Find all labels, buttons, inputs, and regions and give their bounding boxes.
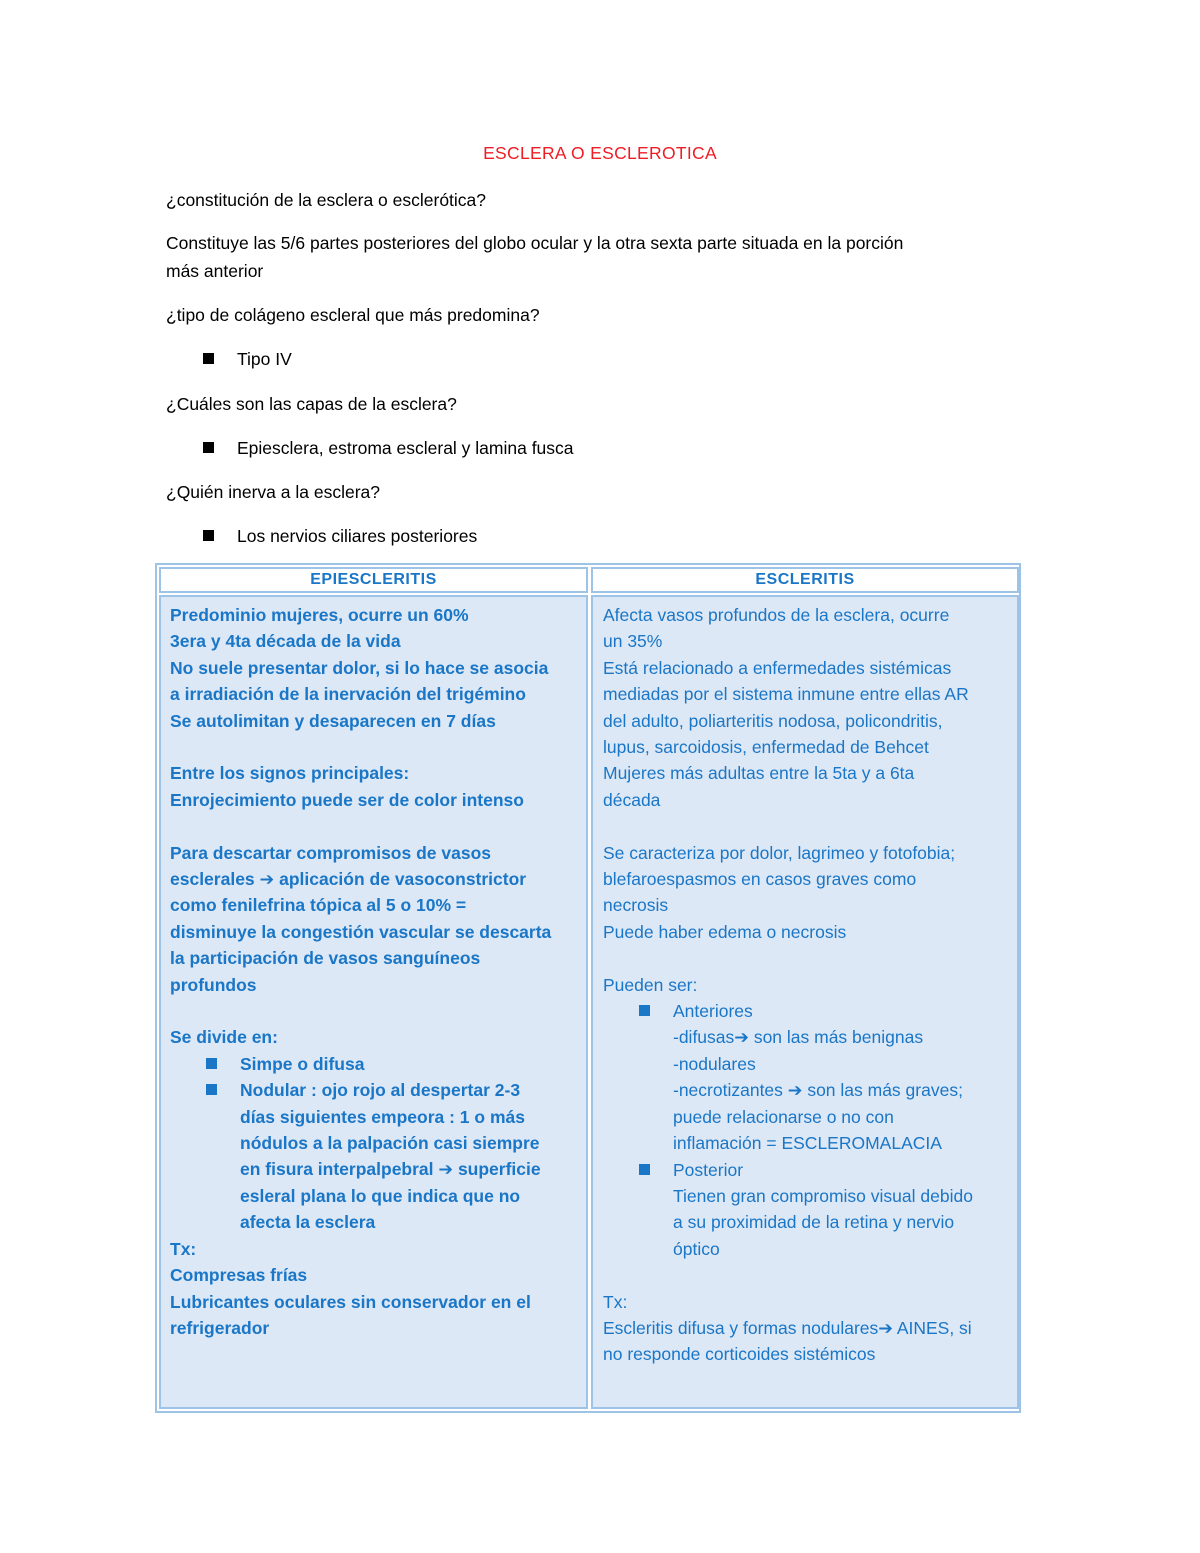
arrow-right-icon: ➔ <box>259 869 275 890</box>
text-fragment: aplicación de vasoconstrictor <box>274 869 527 890</box>
question-innervation: ¿Quién inerva a la esclera? <box>166 482 380 502</box>
text-line: necrosis <box>603 895 669 916</box>
text-line: a su proximidad de la retina y nervio <box>673 1212 955 1233</box>
bullet-item <box>203 434 574 462</box>
text-line: Tienen gran compromiso visual debido <box>673 1185 973 1206</box>
text-line: refrigerador <box>170 1317 270 1338</box>
text-line: puede relacionarse o no con <box>673 1106 894 1127</box>
text-line: Nodular : ojo rojo al despertar 2-3 <box>240 1080 521 1101</box>
text-fragment: -difusas <box>673 1027 735 1048</box>
text-line <box>170 866 578 892</box>
text-line: Lubricantes oculares sin conservador en el <box>170 1291 531 1312</box>
text-line: disminuye la congestión vascular se descarta <box>170 921 552 942</box>
text-line: profundos <box>170 974 257 995</box>
square-bullet-icon <box>206 1058 217 1069</box>
square-bullet-icon <box>203 442 214 453</box>
text-fragment: esclerales <box>170 869 255 890</box>
text-line: óptico <box>673 1238 720 1259</box>
text-line: Se autolimitan y desaparecen en 7 días <box>170 710 496 731</box>
text-line: Pueden ser: <box>603 974 698 995</box>
text-line: nódulos a la palpación casi siempre <box>240 1133 540 1154</box>
text-line: 3era y 4ta década de la vida <box>170 631 401 652</box>
bullet-item <box>203 522 477 550</box>
text-line: días siguientes empeora : 1 o más <box>240 1106 525 1127</box>
text-line: la participación de vasos sanguíneos <box>170 948 481 969</box>
text-line: no responde corticoides sistémicos <box>603 1344 876 1365</box>
text-line: un 35% <box>603 631 663 652</box>
square-bullet-icon <box>639 1005 650 1016</box>
bullet-item <box>170 1051 578 1077</box>
text-line: Se divide en: <box>170 1027 278 1048</box>
answer-layers: Epiesclera, estroma escleral y lamina fusca <box>237 438 574 458</box>
text-line: como fenilefrina tópica al 5 o 10% = <box>170 895 467 916</box>
bullet-item <box>170 1077 578 1235</box>
text-line: blefaroespasmos en casos graves como <box>603 869 917 890</box>
text-line: Tx: <box>603 1291 628 1312</box>
text-line: Tx: <box>170 1238 197 1259</box>
text-line <box>240 1156 541 1182</box>
question-layers: ¿Cuáles son las capas de la esclera? <box>166 394 457 414</box>
text-fragment: son las más benignas <box>748 1027 924 1048</box>
arrow-right-icon: ➔ <box>787 1080 803 1101</box>
cell-escleritis <box>591 595 1019 1409</box>
square-bullet-icon <box>639 1164 650 1175</box>
answer-collagen: Tipo IV <box>237 349 292 369</box>
text-fragment: superficie <box>453 1159 541 1180</box>
answer-constitution-line1: Constituye las 5/6 partes posteriores del globo ocular y la otra sexta parte situada en la porción <box>166 233 904 253</box>
square-bullet-icon <box>203 530 214 541</box>
text-fragment: AINES, si <box>892 1317 972 1338</box>
text-line: década <box>603 789 661 810</box>
answer-innervation: Los nervios ciliares posteriores <box>237 526 478 546</box>
arrow-right-icon: ➔ <box>878 1317 893 1338</box>
text-fragment: son las más graves; <box>802 1080 963 1101</box>
text-line: Posterior <box>673 1159 744 1180</box>
text-line: Enrojecimiento puede ser de color intenso <box>170 789 524 810</box>
arrow-right-icon: ➔ <box>734 1027 749 1048</box>
text-line: Predominio mujeres, ocurre un 60% <box>170 605 469 625</box>
text-line: Puede haber edema o necrosis <box>603 921 847 942</box>
text-line: lupus, sarcoidosis, enfermedad de Behcet <box>603 737 929 758</box>
text-line: Simpe o difusa <box>240 1053 365 1074</box>
text-line: Se caracteriza por dolor, lagrimeo y fotofobia; <box>603 842 956 863</box>
text-line: Anteriores <box>673 1001 753 1022</box>
page-title: ESCLERA O ESCLEROTICA <box>483 143 717 163</box>
arrow-right-icon: ➔ <box>438 1159 454 1180</box>
text-line: Afecta vasos profundos de la esclera, ocurre <box>603 605 950 625</box>
text-line: Mujeres más adultas entre la 5ta y a 6ta <box>603 763 915 784</box>
header-epiescleritis: EPIESCLERITIS <box>159 567 588 593</box>
text-line: del adulto, poliarteritis nodosa, policondritis, <box>603 710 943 731</box>
text-line <box>673 1024 963 1050</box>
text-fragment: en fisura interpalpebral <box>240 1159 434 1180</box>
text-fragment: Escleritis difusa y formas nodulares <box>603 1317 879 1338</box>
text-fragment: -necrotizantes <box>673 1080 788 1101</box>
comparison-table <box>155 563 1021 1413</box>
question-collagen: ¿tipo de colágeno escleral que más predomina? <box>166 305 540 325</box>
text-line: No suele presentar dolor, si lo hace se asocia <box>170 657 549 678</box>
text-line: afecta la esclera <box>240 1212 376 1233</box>
text-line <box>673 1077 963 1103</box>
text-line: esleral plana lo que indica que no <box>240 1185 521 1206</box>
text-line: -nodulares <box>673 1053 756 1074</box>
cell-epiescleritis <box>159 595 588 1409</box>
bullet-item <box>603 1157 1009 1263</box>
text-line: Compresas frías <box>170 1265 308 1286</box>
bullet-item <box>603 998 1009 1156</box>
text-line: a irradiación de la inervación del trigémino <box>170 684 526 705</box>
text-line: Está relacionado a enfermedades sistémicas <box>603 657 952 678</box>
header-escleritis: ESCLERITIS <box>591 567 1019 593</box>
text-line: inflamación = ESCLEROMALACIA <box>673 1133 942 1154</box>
bullet-item <box>203 345 292 373</box>
square-bullet-icon <box>206 1084 217 1095</box>
square-bullet-icon <box>203 353 214 364</box>
text-line: Para descartar compromisos de vasos <box>170 842 491 863</box>
text-line <box>603 1315 1009 1341</box>
answer-constitution-line2: más anterior <box>166 261 264 281</box>
text-line: Entre los signos principales: <box>170 763 410 784</box>
text-line: mediadas por el sistema inmune entre ellas AR <box>603 684 969 705</box>
question-constitution: ¿constitución de la esclera o esclerótica? <box>166 190 487 210</box>
